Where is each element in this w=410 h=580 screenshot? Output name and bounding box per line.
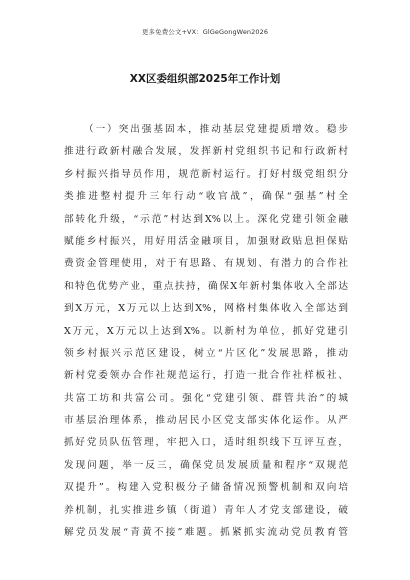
header-note: 更多免费公文+VX：GlGeGongWen2026 [141, 28, 269, 36]
body-line: 赋能乡村振兴，用好用活金融项目，加强财政贴息担保贴 [64, 235, 348, 247]
document-body [64, 119, 348, 544]
body-line: 领乡村振兴示范区建设，树立“片区化”发展思路，推动 [64, 347, 348, 359]
body-line: 双提升”。构建入党积极分子储备情况预警机制和双向培 [64, 482, 348, 494]
body-line: 抓好党员队伍管理，牢把入口，适时组织线下互评互查， [64, 437, 348, 449]
body-line: 推进行政新村融合发展，发挥新村党组织书记和行政新村 [64, 146, 348, 158]
body-line: 养机制，扎实推进乡镇（街道）青年人才党支部建设，破 [64, 504, 348, 516]
body-line: 费资金管理使用，对于有思路、有规划、有潜力的合作社 [64, 258, 348, 270]
body-line: 和特色优势产业，重点扶持，确保X年新村集体收入全部达 [64, 280, 348, 292]
body-line: 解党员发展“青黄不接”难题。抓紧抓实流动党员教育管 [64, 527, 348, 539]
body-line: （一）突出强基固本，推动基层党建提质增效。稳步 [84, 124, 348, 135]
body-line: 部转化升级，“示范”村达到X%以上。深化党建引领金融 [64, 213, 348, 225]
body-line: 类推进整村提升三年行动“收官战”，确保“强基”村全 [64, 191, 348, 203]
document-title: XX区委组织部2025年工作计划 [129, 73, 281, 85]
body-line: X万元，X万元以上达到X%。以新村为单位，抓好党建引 [64, 325, 348, 337]
body-line: 乡村振兴指导员作用，规范新村运行。打好村级党组织分 [64, 168, 348, 180]
body-line: 共富工坊和共富公司。强化“党建引领、群管共治”的城 [64, 392, 348, 404]
body-line: 到X万元，X万元以上达到X%，网格村集体收入全部达到 [64, 303, 348, 315]
body-line: 发现问题，举一反三，确保党员发展质量和程序“双规范 [64, 459, 348, 471]
body-line: 市基层治理体系，推动居民小区党支部实体化运作。从严 [64, 415, 348, 427]
body-line: 新村党委领办合作社规范运行，打造一批合作社样板社、 [64, 370, 348, 382]
